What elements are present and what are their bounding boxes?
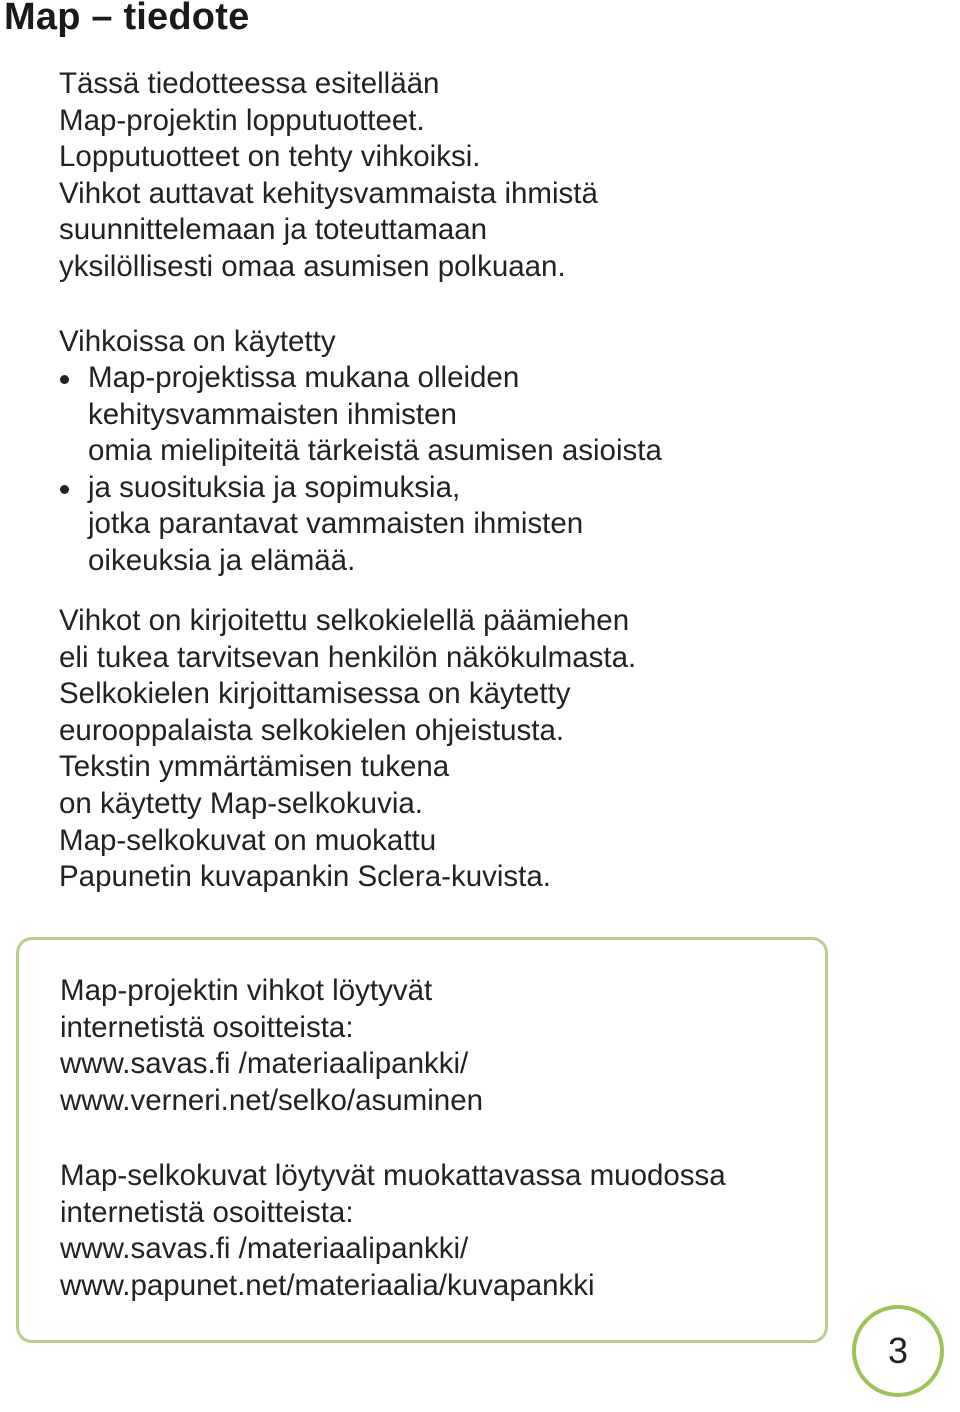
links-intro-line: Map-projektin vihkot löytyvät (60, 974, 433, 1007)
bullet-line: ja suosituksia ja sopimuksia, (88, 470, 461, 504)
selko-paragraph (59, 603, 636, 896)
links-intro-line: internetistä osoitteista: (60, 1010, 354, 1044)
selko-line: Papunetin kuvapankin Sclera-kuvista. (59, 860, 551, 894)
intro-line: suunnittelemaan ja toteuttamaan (59, 213, 488, 247)
bullet-line: Map-projektissa mukana olleiden (88, 361, 520, 394)
intro-line: yksilöllisesti omaa asumisen polkuaan. (59, 249, 566, 283)
intro-line: Tässä tiedotteessa esitellään (59, 67, 440, 100)
bullet-list (59, 360, 662, 580)
intro-line: Vihkot auttavat kehitysvammaista ihmistä (59, 176, 598, 210)
bullet-item (59, 360, 662, 470)
bullet-line: oikeuksia ja elämää. (88, 543, 356, 577)
selko-line: Tekstin ymmärtämisen tukena (59, 750, 450, 784)
images-intro-line: Map-selkokuvat löytyvät muokattavassa muodossa (60, 1159, 726, 1192)
selko-line: Map-selkokuvat on muokattu (59, 823, 437, 857)
links-section (60, 973, 483, 1119)
bullet-dot-icon (60, 485, 69, 494)
papunet-link[interactable]: www.papunet.net/materiaalia/kuvapankki (60, 1268, 595, 1302)
selko-line: eurooppalaista selkokielen ohjeistusta. (59, 713, 565, 747)
bullet-item (59, 470, 662, 580)
savas-images-link[interactable]: www.savas.fi /materiaalipankki/ (60, 1232, 469, 1266)
bullet-line: kehitysvammaisten ihmisten (88, 397, 457, 431)
savas-link[interactable]: www.savas.fi /materiaalipankki/ (60, 1047, 469, 1081)
selko-line: Vihkot on kirjoitettu selkokielellä päämiehen (59, 604, 630, 637)
selko-line: eli tukea tarvitsevan henkilön näkökulmasta. (59, 640, 637, 674)
selko-line: on käytetty Map-selkokuvia. (59, 786, 423, 820)
page-number-badge (852, 1305, 944, 1397)
info-box (16, 937, 828, 1343)
verneri-link[interactable]: www.verneri.net/selko/asuminen (60, 1083, 484, 1117)
page-number: 3 (887, 1330, 909, 1371)
images-section (60, 1158, 726, 1304)
images-intro-line: internetistä osoitteista: (60, 1195, 354, 1229)
bullet-line: jotka parantavat vammaisten ihmisten (88, 507, 584, 541)
page-title: Map – tiedote (4, 0, 250, 38)
intro-paragraph (59, 66, 598, 286)
bullet-line: omia mielipiteitä tärkeistä asumisen asioista (88, 434, 662, 468)
used-heading: Vihkoissa on käytetty (59, 325, 336, 358)
selko-line: Selkokielen kirjoittamisessa on käytetty (59, 677, 571, 711)
intro-line: Lopputuotteet on tehty vihkoiksi. (59, 140, 481, 174)
intro-line: Map-projektin lopputuotteet. (59, 103, 425, 137)
bullet-dot-icon (60, 375, 69, 384)
